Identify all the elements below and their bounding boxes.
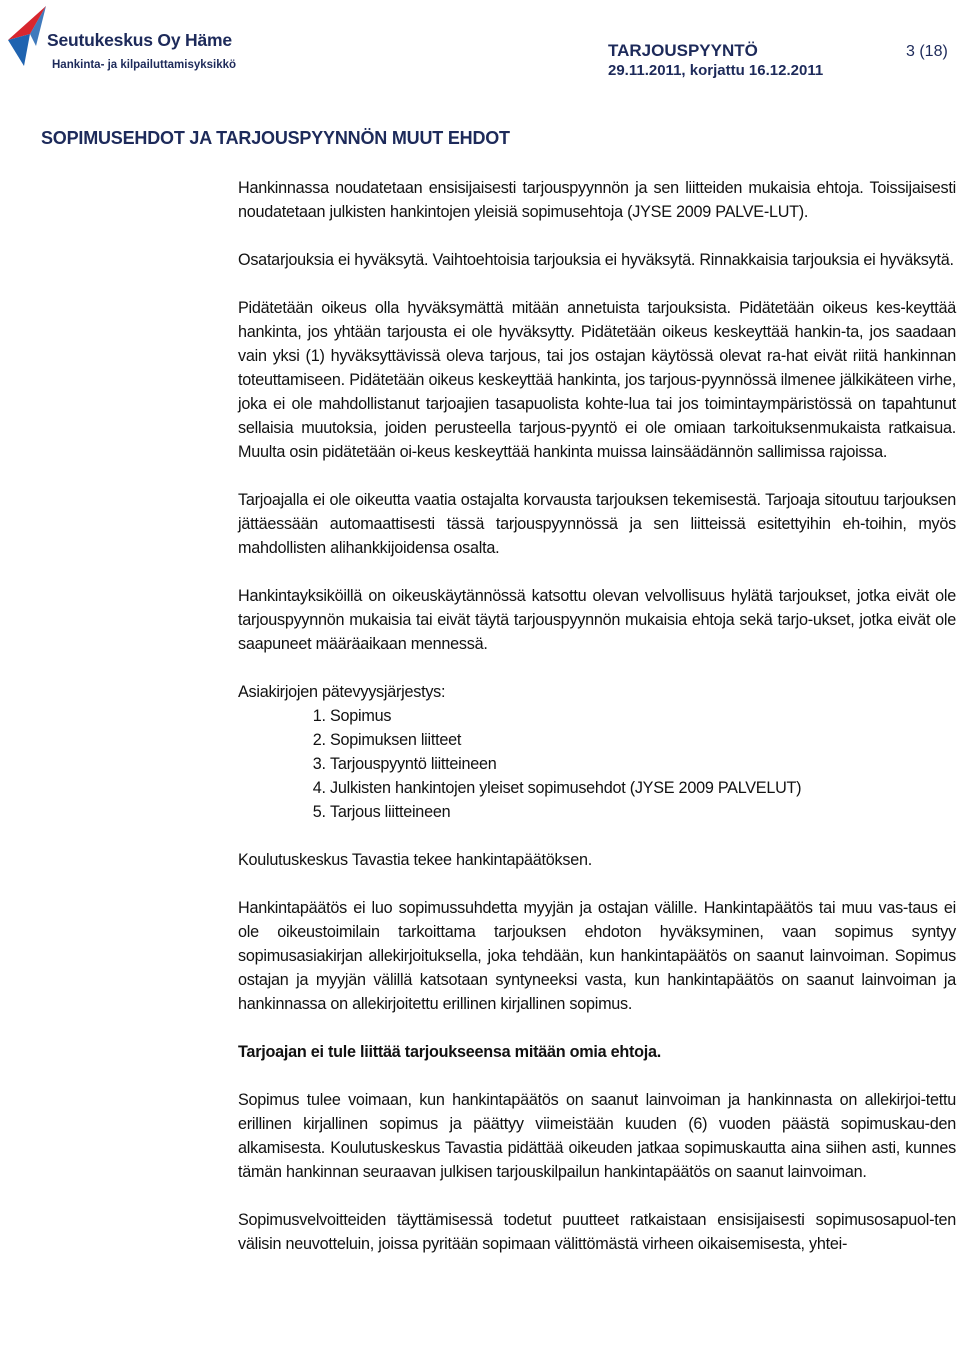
paragraph-no-compensation: Tarjoajalla ei ole oikeutta vaatia ostajalta korvausta tarjouksen tekemisestä. Tarjoaja sitoutuu tarjouksen jättäessään automaattisesti tässä tarjouspyynnössä ja sen liitteissä esitettyihin eh-toihin, myös mahdollisten alihankkijoidensa osalta. [238,491,956,557]
paragraph-reservation-rights: Pidätetään oikeus olla hyväksymättä mitään annetuista tarjouksista. Pidätetään oikeus kes-keyttää hankinta, jos yhtään tarjousta ei ole hyväksytty. Pidätetään oikeus keskeyttää hankin-ta, jos saadaan vain yksi (1) hyväksyttävissä oleva tarjous, tai jos ostajan käytössä olevat ra-hat eivät riitä hankinnan toteuttamiseen. Pidätetään oikeus keskeyttää hankinta, jos tarjous-pyynnössä ilmenee jälkikäteen virhe, joka ei ole mahdollistanut tarjoajien tasapuolista kohte-lua tai jos toimintaympäristössä on tapahtunut sellaisia muutoksia, joiden perusteella tarjous-pyyntö ei ole omiaan tarkoituksenmukaista ratkaisua. Muulta osin pidätetään oi-keus keskeyttää hankinta muissa lainsäädännön sallimissa rajoissa. [238,299,956,461]
seutukeskus-logo [6,4,52,66]
page-header [0,0,960,100]
section-title: SOPIMUSEHDOT JA TARJOUSPYYNNÖN MUUT EHDOT [41,128,510,148]
paragraph-dispute-resolution: Sopimusvelvoitteiden täyttämisessä todetut puutteet ratkaistaan ensisijaisesti sopimusosapuol-ten välisin neuvotteluin, joissa pyritään sopimaan välittömästä virheen oikaisemisesta, yhtei- [238,1211,956,1253]
paragraph-rejection-duty: Hankintayksiköillä on oikeuskäytännössä katsottu olevan velvollisuus hylätä tarjoukset, jotka eivät ole tarjouspyynnön mukaisia tai eivät täytä tarjouspyynnön mukaisia ehtoja sekä tarjo-ukset, jotka eivät ole saapuneet määräaikaan mennessä. [238,587,956,653]
document-type: TARJOUSPYYNTÖ [608,41,758,60]
paragraph-no-own-terms: Tarjoajan ei tule liittää tarjoukseensa mitään omia ehtoja. [238,1043,662,1061]
paragraph-contract-term: Sopimus tulee voimaan, kun hankintapäätös on saanut lainvoiman ja hankinnasta on allekirjoi-tettu erillinen kirjallinen sopimus ja päättyy viimeistään kuuden (6) vuoden päästä sopimuskau-den alkamisesta. Koulutuskeskus Tavastia pidättää oikeuden jatkaa sopimuskautta aina siihen asti, kunnes tämän hankinnan seuraavan julkisen tarjouskilpailun hankintapäätös on saanut lainvoiman. [238,1091,956,1181]
list-item: 2. Sopimuksen liitteet [330,728,956,752]
organization-unit: Hankinta- ja kilpailuttamisyksikkö [52,59,237,71]
list-item: 1. Sopimus [330,704,956,728]
paragraph-contract-formation: Hankintapäätös ei luo sopimussuhdetta myyjän ja ostajan välille. Hankintapäätös tai muu vas-taus ei ole oikeustoimilain tarkoittama tarjouksen ehdoton hyväksyminen, vaan sopimus syntyy sopimusasiakirjan allekirjoituksella, joka tehdään, kun hankintapäätös on saanut lainvoiman. Sopimus ostajan ja myyjän välillä katsotaan syntyneeksi vasta, kun hankintapäätös on saanut lainvoiman ja hankinnassa on allekirjoitettu erillinen kirjallinen sopimus. [238,899,956,1013]
list-item: 5. Tarjous liitteineen [330,800,956,824]
organization-name: Seutukeskus Oy Häme [47,30,232,50]
page-number: 3 (18) [906,43,948,60]
paragraph-partial-offers: Osatarjouksia ei hyväksytä. Vaihtoehtoisia tarjouksia ei hyväksytä. Rinnakkaisia tarjouksia ei hyväksytä. [238,251,954,269]
document-date: 29.11.2011, korjattu 16.12.2011 [608,62,824,79]
paragraph-decision-maker: Koulutuskeskus Tavastia tekee hankintapäätöksen. [238,851,592,869]
paragraph-governing-terms: Hankinnassa noudatetaan ensisijaisesti tarjouspyynnön ja sen liitteiden mukaisia ehtoja. Toissijaisesti noudatetaan julkisten hankintojen yleisiä sopimusehtoja (JYSE 2009 PALVE-LUT). [238,179,956,221]
document-body [238,176,956,1280]
list-item: 3. Tarjouspyyntö liitteineen [330,752,956,776]
precedence-list [238,704,956,824]
precedence-intro: Asiakirjojen pätevyysjärjestys: [238,683,446,701]
list-item: 4. Julkisten hankintojen yleiset sopimusehdot (JYSE 2009 PALVELUT) [330,776,956,800]
